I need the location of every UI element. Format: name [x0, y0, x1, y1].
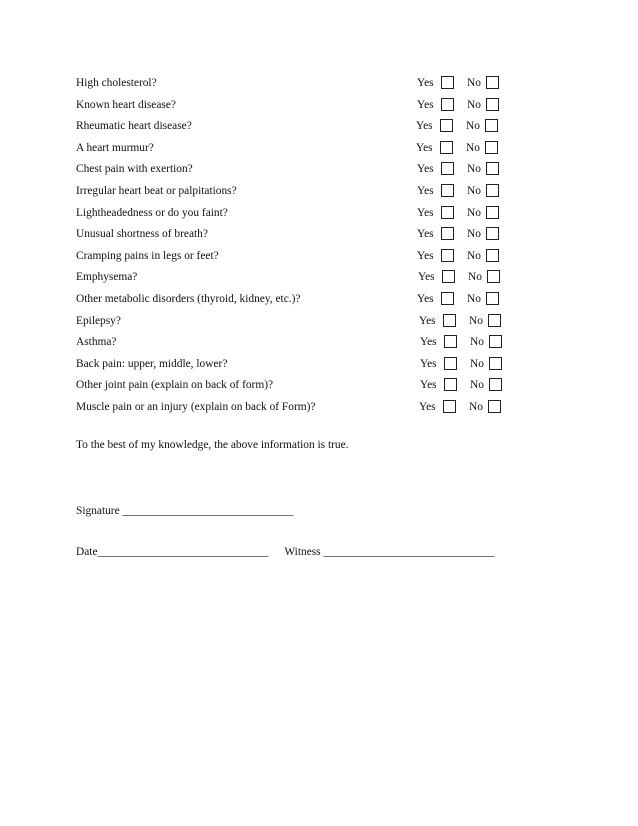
- question-text: Asthma?: [76, 336, 117, 349]
- yes-checkbox[interactable]: [441, 249, 454, 262]
- yes-checkbox[interactable]: [442, 270, 455, 283]
- no-label: No: [466, 141, 480, 154]
- no-checkbox[interactable]: [489, 357, 502, 370]
- question-row: [76, 203, 516, 225]
- no-label: No: [470, 379, 484, 392]
- no-checkbox[interactable]: [487, 270, 500, 283]
- question-row: [76, 332, 516, 354]
- date-line[interactable]: Date______________________________: [76, 546, 269, 558]
- no-label: No: [467, 184, 481, 197]
- question-row: [76, 267, 516, 289]
- yes-label: Yes: [420, 336, 437, 349]
- no-checkbox[interactable]: [486, 292, 499, 305]
- yes-label: Yes: [416, 120, 433, 133]
- no-checkbox[interactable]: [488, 400, 501, 413]
- no-checkbox[interactable]: [486, 249, 499, 262]
- yes-checkbox[interactable]: [440, 119, 453, 132]
- yes-checkbox[interactable]: [441, 227, 454, 240]
- yes-checkbox[interactable]: [443, 400, 456, 413]
- yes-checkbox[interactable]: [441, 184, 454, 197]
- question-row: [76, 289, 516, 311]
- no-label: No: [467, 249, 481, 262]
- question-row: [76, 375, 516, 397]
- question-text: Chest pain with exertion?: [76, 163, 193, 176]
- question-row: [76, 397, 516, 419]
- question-row: [76, 138, 516, 160]
- yes-checkbox[interactable]: [441, 162, 454, 175]
- question-row: [76, 159, 516, 181]
- no-label: No: [470, 357, 484, 370]
- question-text: Known heart disease?: [76, 98, 176, 111]
- yes-label: Yes: [418, 271, 435, 284]
- no-checkbox[interactable]: [486, 162, 499, 175]
- question-row: [76, 311, 516, 333]
- yes-checkbox[interactable]: [441, 98, 454, 111]
- yes-label: Yes: [416, 141, 433, 154]
- no-label: No: [467, 98, 481, 111]
- yes-checkbox[interactable]: [444, 357, 457, 370]
- yes-checkbox[interactable]: [440, 141, 453, 154]
- no-label: No: [468, 271, 482, 284]
- no-label: No: [467, 77, 481, 89]
- no-checkbox[interactable]: [485, 119, 498, 132]
- no-checkbox[interactable]: [489, 378, 502, 391]
- no-label: No: [470, 336, 484, 349]
- yes-label: Yes: [419, 314, 436, 327]
- question-text: Lightheadedness or do you faint?: [76, 206, 228, 219]
- yes-checkbox[interactable]: [443, 314, 456, 327]
- question-text: Cramping pains in legs or feet?: [76, 249, 219, 262]
- question-row: [76, 95, 516, 117]
- question-row: [76, 181, 516, 203]
- yes-label: Yes: [417, 98, 434, 111]
- questionnaire: [76, 73, 516, 419]
- question-row: [76, 246, 516, 268]
- yes-label: Yes: [417, 77, 434, 89]
- date-witness-row: [76, 546, 494, 558]
- no-label: No: [469, 314, 483, 327]
- question-text: Muscle pain or an injury (explain on back of Form)?: [76, 400, 316, 413]
- yes-checkbox[interactable]: [441, 76, 454, 89]
- no-checkbox[interactable]: [488, 314, 501, 327]
- yes-checkbox[interactable]: [444, 378, 457, 391]
- no-checkbox[interactable]: [485, 141, 498, 154]
- question-row: [76, 224, 516, 246]
- question-row: [76, 73, 516, 95]
- no-label: No: [469, 400, 483, 413]
- question-text: Epilepsy?: [76, 314, 121, 327]
- question-text: Other joint pain (explain on back of form)?: [76, 379, 274, 392]
- no-label: No: [467, 163, 481, 176]
- yes-label: Yes: [419, 400, 436, 413]
- yes-checkbox[interactable]: [441, 206, 454, 219]
- yes-label: Yes: [420, 357, 437, 370]
- signature-line[interactable]: Signature ______________________________: [76, 505, 294, 517]
- no-checkbox[interactable]: [486, 227, 499, 240]
- question-text: Other metabolic disorders (thyroid, kidney, etc.)?: [76, 292, 301, 305]
- yes-checkbox[interactable]: [441, 292, 454, 305]
- question-text: Rheumatic heart disease?: [76, 120, 192, 133]
- question-text: Unusual shortness of breath?: [76, 228, 208, 241]
- question-text: High cholesterol?: [76, 77, 157, 89]
- no-label: No: [467, 228, 481, 241]
- no-checkbox[interactable]: [486, 184, 499, 197]
- question-text: A heart murmur?: [76, 141, 154, 154]
- no-label: No: [467, 206, 481, 219]
- no-label: No: [466, 120, 480, 133]
- no-checkbox[interactable]: [486, 206, 499, 219]
- no-label: No: [467, 292, 481, 305]
- witness-line[interactable]: Witness ______________________________: [284, 546, 495, 558]
- yes-label: Yes: [420, 379, 437, 392]
- attestation-statement: To the best of my knowledge, the above information is true.: [76, 439, 349, 451]
- question-text: Irregular heart beat or palpitations?: [76, 184, 237, 197]
- question-text: Back pain: upper, middle, lower?: [76, 357, 228, 370]
- no-checkbox[interactable]: [489, 335, 502, 348]
- question-row: [76, 116, 516, 138]
- yes-label: Yes: [417, 249, 434, 262]
- yes-label: Yes: [417, 292, 434, 305]
- no-checkbox[interactable]: [486, 98, 499, 111]
- no-checkbox[interactable]: [486, 76, 499, 89]
- yes-label: Yes: [417, 228, 434, 241]
- yes-checkbox[interactable]: [444, 335, 457, 348]
- question-row: [76, 354, 516, 376]
- yes-label: Yes: [417, 184, 434, 197]
- question-text: Emphysema?: [76, 271, 138, 284]
- yes-label: Yes: [417, 163, 434, 176]
- yes-label: Yes: [417, 206, 434, 219]
